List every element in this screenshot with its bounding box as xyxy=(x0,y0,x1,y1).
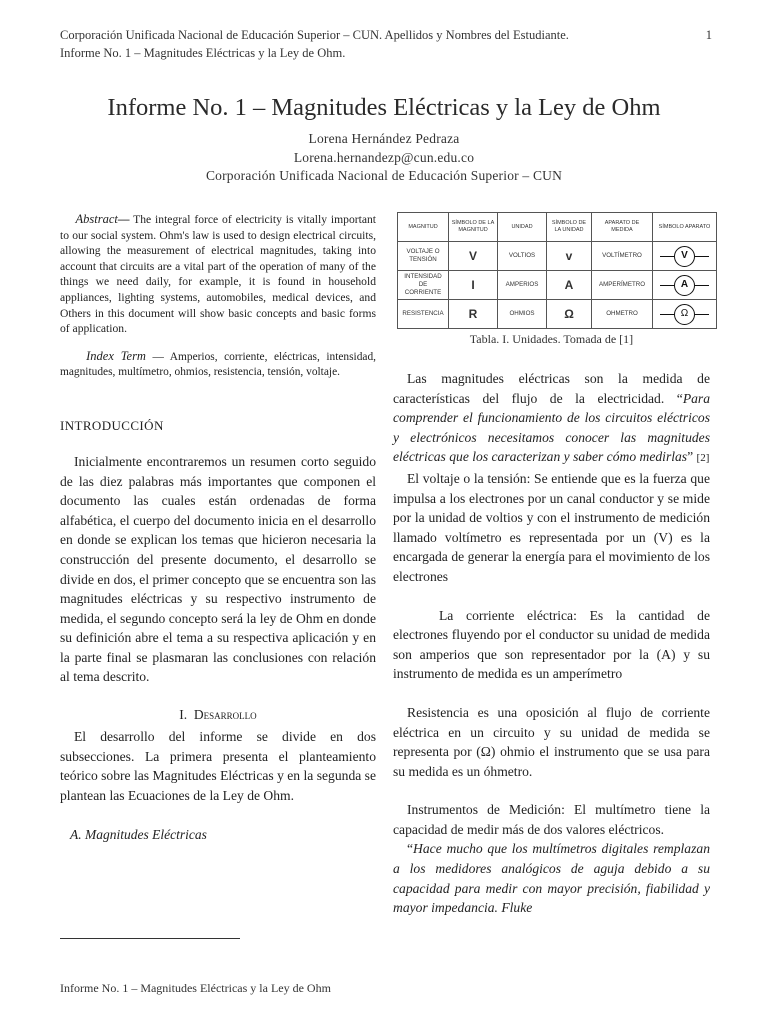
units-table xyxy=(397,212,717,329)
paragraph-resistencia: Resistencia es una oposición al flujo de corriente eléctrica en un circuito y su unidad de medida se representa por (Ω) ohmio el instrumento que se usa para su medida es un óhmetro. xyxy=(393,704,710,779)
page-footer: Informe No. 1 – Magnitudes Eléctricas y la Ley de Ohm xyxy=(60,981,331,995)
table-cell-simbolo-unidad: v xyxy=(547,242,592,271)
index-terms-lead: Index Term xyxy=(86,348,146,363)
abstract-dash: — xyxy=(117,213,130,226)
abstract-text: The integral force of electricity is vitally important to our social system. Ohm's law is used to design electrical circuits, allowing the measurement of electrical magnitudes, taking into account that circuits are a vital part of the operation of many of the things we need daily, for example, it is found in household appliances, lighting systems, automobiles, medical devices, and Others in this document will show basic concepts and basic forms of application. xyxy=(60,213,377,336)
table-cell-magnitud: VOLTAJE O TENSIÓN xyxy=(398,242,449,271)
paragraph-corriente: La corriente eléctrica: Es la cantidad de electrones fluyendo por el conductor su unidad de medida son amperios que son representador por la (A) y su instrumento de medida es un amperímetro xyxy=(393,607,710,682)
p1-plain: Las magnitudes eléctricas son la medida de características del flujo de la electricidad. “ xyxy=(393,371,710,406)
index-terms-text: — Amperios, corriente, eléctricas, intensidad, magnitudes, multímetro, ohmios, resistencia, tensión, voltaje. xyxy=(60,350,377,379)
p1-citation: [2] xyxy=(696,452,710,465)
table-header: MAGNITUD xyxy=(398,213,449,242)
page-title: Informe No. 1 – Magnitudes Eléctricas y la Ley de Ohm xyxy=(107,94,661,121)
running-head-line1: Corporación Unificada Nacional de Educación Superior – CUN. Apellidos y Nombres del Estudiante. xyxy=(60,28,569,42)
author-block xyxy=(0,130,768,186)
table-cell-magnitud: RESISTENCIA xyxy=(398,300,449,329)
desarrollo-number: I. xyxy=(179,707,188,723)
table-cell-simbolo: R xyxy=(449,300,498,329)
table-row xyxy=(398,300,717,329)
table-caption: Tabla. I. Unidades. Tomada de [1] xyxy=(469,332,634,346)
p1-quote: Para comprender el funcionamiento de los circuitos eléctricos y electrónicos necesitamos conocer las magnitudes eléctricas que los caracterizan y saber cómo medirlas xyxy=(393,390,710,465)
abstract-lead: Abstract xyxy=(75,212,118,226)
meter-letter: V xyxy=(674,246,695,267)
table-cell-unidad: AMPERIOS xyxy=(498,271,547,300)
table-cell-simbolo-unidad: A xyxy=(547,271,592,300)
table-cell-unidad: OHMIOS xyxy=(498,300,547,329)
table-cell-aparato: OHMETRO xyxy=(592,300,653,329)
table-cell-simbolo: I xyxy=(449,271,498,300)
table-cell-unidad: VOLTIOS xyxy=(498,242,547,271)
running-head-line2: Informe No. 1 – Magnitudes Eléctricas y la Ley de Ohm. xyxy=(60,46,346,60)
author-name: Lorena Hernández Pedraza xyxy=(308,131,460,146)
desarrollo-title: Desarrollo xyxy=(193,707,257,723)
table-header: APARATO DE MEDIDA xyxy=(592,213,653,242)
meter-letter: A xyxy=(674,275,695,296)
desarrollo-text: El desarrollo del informe se divide en dos subsecciones. La primera presenta el planteamiento teórico sobre las Magnitudes Eléctricas y en la segunda se plantean las Ecuaciones de la Ley de Ohm. xyxy=(60,729,376,803)
table-cell-meter xyxy=(653,271,717,300)
abstract xyxy=(60,212,376,337)
table-row xyxy=(398,271,717,300)
running-head xyxy=(60,26,712,62)
desarrollo-heading xyxy=(60,707,376,723)
page-number: 1 xyxy=(705,28,712,42)
ammeter-icon xyxy=(660,275,709,296)
table-header: SÍMBOLO DE LA MAGNITUD xyxy=(449,213,498,242)
introduccion-heading: INTRODUCCIÓN xyxy=(60,417,164,433)
subsection-heading: A. Magnitudes Eléctricas xyxy=(70,827,207,843)
p6-quote-text: Hace mucho que los multímetros digitales remplazan a los medidores analógicos de aguja debido a su capacidad para medir con mayor precisión, fiabilidad y mayor impedancia. Fluke xyxy=(393,841,710,916)
author-affiliation: Corporación Unificada Nacional de Educación Superior – CUN xyxy=(205,168,563,183)
meter-letter: Ω xyxy=(674,304,695,325)
paragraph-magnitudes xyxy=(393,369,710,469)
table-header: SÍMBOLO DE LA UNIDAD xyxy=(547,213,592,242)
table-row xyxy=(398,242,717,271)
left-column xyxy=(60,212,376,843)
index-terms xyxy=(60,349,376,381)
p1-end: ” xyxy=(687,449,697,465)
table-cell-meter xyxy=(653,300,717,329)
table-cell-magnitud: INTENSIDAD DE CORRIENTE xyxy=(398,271,449,300)
right-column xyxy=(393,212,710,918)
voltmeter-icon xyxy=(660,246,709,267)
paragraph-multimetro-quote xyxy=(393,839,710,917)
author-email: Lorena.hernandezp@cun.edu.co xyxy=(293,149,475,165)
p6-quote-mark: “ xyxy=(407,841,414,857)
footnote-divider xyxy=(60,938,240,939)
table-header: UNIDAD xyxy=(498,213,547,242)
table-cell-aparato: AMPERÍMETRO xyxy=(592,271,653,300)
table-cell-simbolo-unidad: Ω xyxy=(547,300,592,329)
table-cell-meter xyxy=(653,242,717,271)
table-cell-simbolo: V xyxy=(449,242,498,271)
paragraph-instrumentos: Instrumentos de Medición: El multímetro tiene la capacidad de medir más de dos valores eléctricos. xyxy=(393,802,710,837)
paragraph-voltaje: El voltaje o la tensión: Se entiende que es la fuerza que impulsa a los electrones por un canal conductor y se mide por la unidad de voltios y con el instrumento de medición llamado voltímetro es representada por un (V) es la encargada de generar la energía para el movimiento de los electrones xyxy=(393,470,710,584)
ohmmeter-icon xyxy=(660,304,709,325)
table-cell-aparato: VOLTÍMETRO xyxy=(592,242,653,271)
table-header-row xyxy=(398,213,717,242)
introduccion-text: Inicialmente encontraremos un resumen corto seguido de las diez palabras más importantes que componen el documento las cuales están ordenadas de forma alfabética, el cuerpo del documento inicia en el desarrollo en donde se explican los temas que hicieron necesaria la construcción del presente documento, el desarrollo se divide en dos, el primer concepto que se encuentra son las magnitudes eléctricas y su respectivo instrumento de medida, el segundo concepto será la ley de Ohm en donde su definición abre el tema a su respectiva aplicación y en la parte final se plasmaran las conclusiones con relación al tema descrito. xyxy=(60,453,376,685)
table-header: SÍMBOLO APARATO xyxy=(653,213,717,242)
